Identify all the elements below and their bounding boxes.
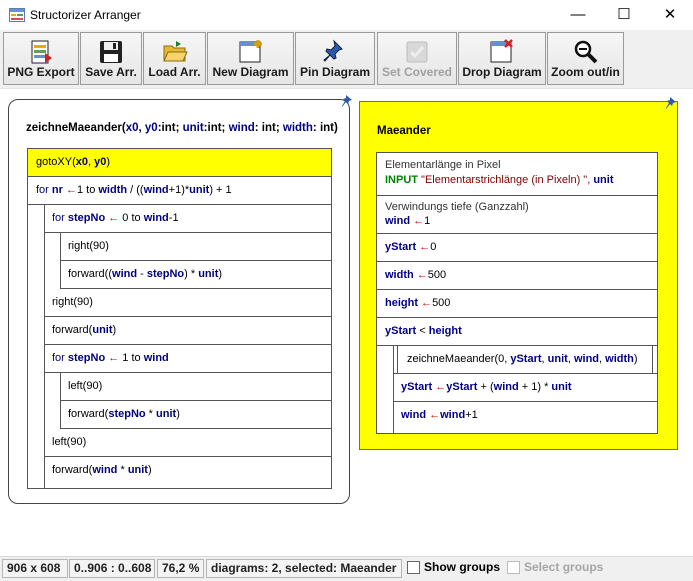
folder-open-icon <box>162 39 188 65</box>
load-arr-button[interactable] <box>143 32 206 85</box>
diagram-zeichne-maeander[interactable] <box>8 99 350 504</box>
pin-diagram-button[interactable] <box>295 32 375 85</box>
zoom-button[interactable] <box>547 32 624 85</box>
assignment-row[interactable]: width ←500 <box>377 262 657 290</box>
diagram-title: Maeander <box>377 125 431 137</box>
select-groups-checkbox[interactable] <box>507 561 520 574</box>
for-loop-row[interactable]: for stepNo ← 1 to wind <box>44 345 331 373</box>
call-row[interactable]: zeichneMaeander(0, yStart, unit, wind, width) <box>393 346 657 374</box>
status-zoom: 76,2 % <box>157 559 204 578</box>
minimize-button[interactable]: — <box>570 6 586 23</box>
assignment-row[interactable]: Verwindungs tiefe (Ganzzahl) wind ←1 <box>377 196 657 234</box>
status-bar <box>0 556 693 581</box>
set-covered-button[interactable] <box>377 32 457 85</box>
drop-diagram-label: Drop Diagram <box>462 65 542 79</box>
new-diagram-button[interactable] <box>207 32 294 85</box>
while-loop-row[interactable]: yStart < height <box>377 318 657 346</box>
loop-bar <box>377 346 394 433</box>
instruction-row[interactable]: forward(stepNo * unit) <box>60 401 331 429</box>
assignment-row[interactable]: yStart ←0 <box>377 234 657 262</box>
instruction-row[interactable]: left(90) <box>60 373 331 401</box>
select-groups-label[interactable]: Select groups <box>524 560 604 574</box>
pin-diagram-label: Pin Diagram <box>299 65 371 79</box>
new-diagram-label: New Diagram <box>212 65 289 79</box>
loop-bar <box>44 373 61 429</box>
load-arr-label: Load Arr. <box>148 65 201 79</box>
status-range: 0..906 : 0..608 <box>69 559 155 578</box>
drop-diagram-icon <box>489 39 515 65</box>
maximize-button[interactable]: ☐ <box>617 6 631 23</box>
save-arr-label: Save Arr. <box>85 65 137 79</box>
png-export-button[interactable] <box>3 32 79 85</box>
status-diagrams: diagrams: 2, selected: Maeander <box>206 559 402 578</box>
assignment-row[interactable]: height ←500 <box>377 290 657 318</box>
instruction-row[interactable]: right(90) <box>60 233 331 261</box>
instruction-row[interactable]: forward(wind * unit) <box>52 464 152 476</box>
arranger-canvas[interactable] <box>0 89 693 555</box>
loop-bar <box>28 205 45 488</box>
floppy-disk-icon <box>98 39 124 65</box>
instruction-row[interactable]: forward(unit) <box>44 317 331 345</box>
png-export-label: PNG Export <box>7 65 75 79</box>
loop-bar <box>44 233 61 289</box>
diagram-maeander[interactable] <box>359 101 678 450</box>
toolbar <box>0 30 693 89</box>
pin-icon <box>666 97 676 109</box>
close-button[interactable]: ✕ <box>663 6 677 23</box>
pin-icon <box>342 95 352 107</box>
window-title: Structorizer Arranger <box>30 8 141 22</box>
diagram-title: zeichneMaeander(x0, y0:int; unit:int; wind: int; width: int) <box>26 122 338 134</box>
zoom-label: Zoom out/in <box>551 65 620 79</box>
assignment-row[interactable]: wind ←wind+1 <box>401 409 478 421</box>
pin-icon <box>322 39 348 65</box>
drop-diagram-button[interactable] <box>458 32 546 85</box>
instruction-row[interactable]: gotoXY(x0, y0) <box>28 149 331 177</box>
instruction-row[interactable]: right(90) <box>44 289 331 317</box>
instruction-row[interactable]: forward((wind - stepNo) * unit) <box>60 261 331 289</box>
save-arr-button[interactable] <box>80 32 142 85</box>
input-row[interactable]: Elementarlänge in Pixel INPUT "Elementarstrichlänge (in Pixeln) ", unit <box>377 153 657 196</box>
show-groups-label[interactable]: Show groups <box>424 560 500 574</box>
show-groups-checkbox[interactable] <box>407 561 420 574</box>
for-loop-row[interactable]: for nr ←1 to width / ((wind+1)*unit) + 1 <box>28 177 331 205</box>
nsd-body <box>27 148 332 489</box>
magnifier-icon <box>573 39 599 65</box>
title-bar <box>0 0 693 30</box>
assignment-row[interactable]: yStart ←yStart + (wind + 1) * unit <box>393 374 657 402</box>
for-loop-row[interactable]: for stepNo ← 0 to wind-1 <box>44 205 331 233</box>
checkmark-icon <box>404 39 430 65</box>
app-icon <box>9 8 25 22</box>
png-export-icon <box>28 39 54 65</box>
set-covered-label: Set Covered <box>381 65 453 79</box>
instruction-row[interactable]: left(90) <box>44 429 331 457</box>
nsd-body <box>376 152 658 434</box>
status-size: 906 x 608 <box>2 559 68 578</box>
new-diagram-icon <box>238 39 264 65</box>
